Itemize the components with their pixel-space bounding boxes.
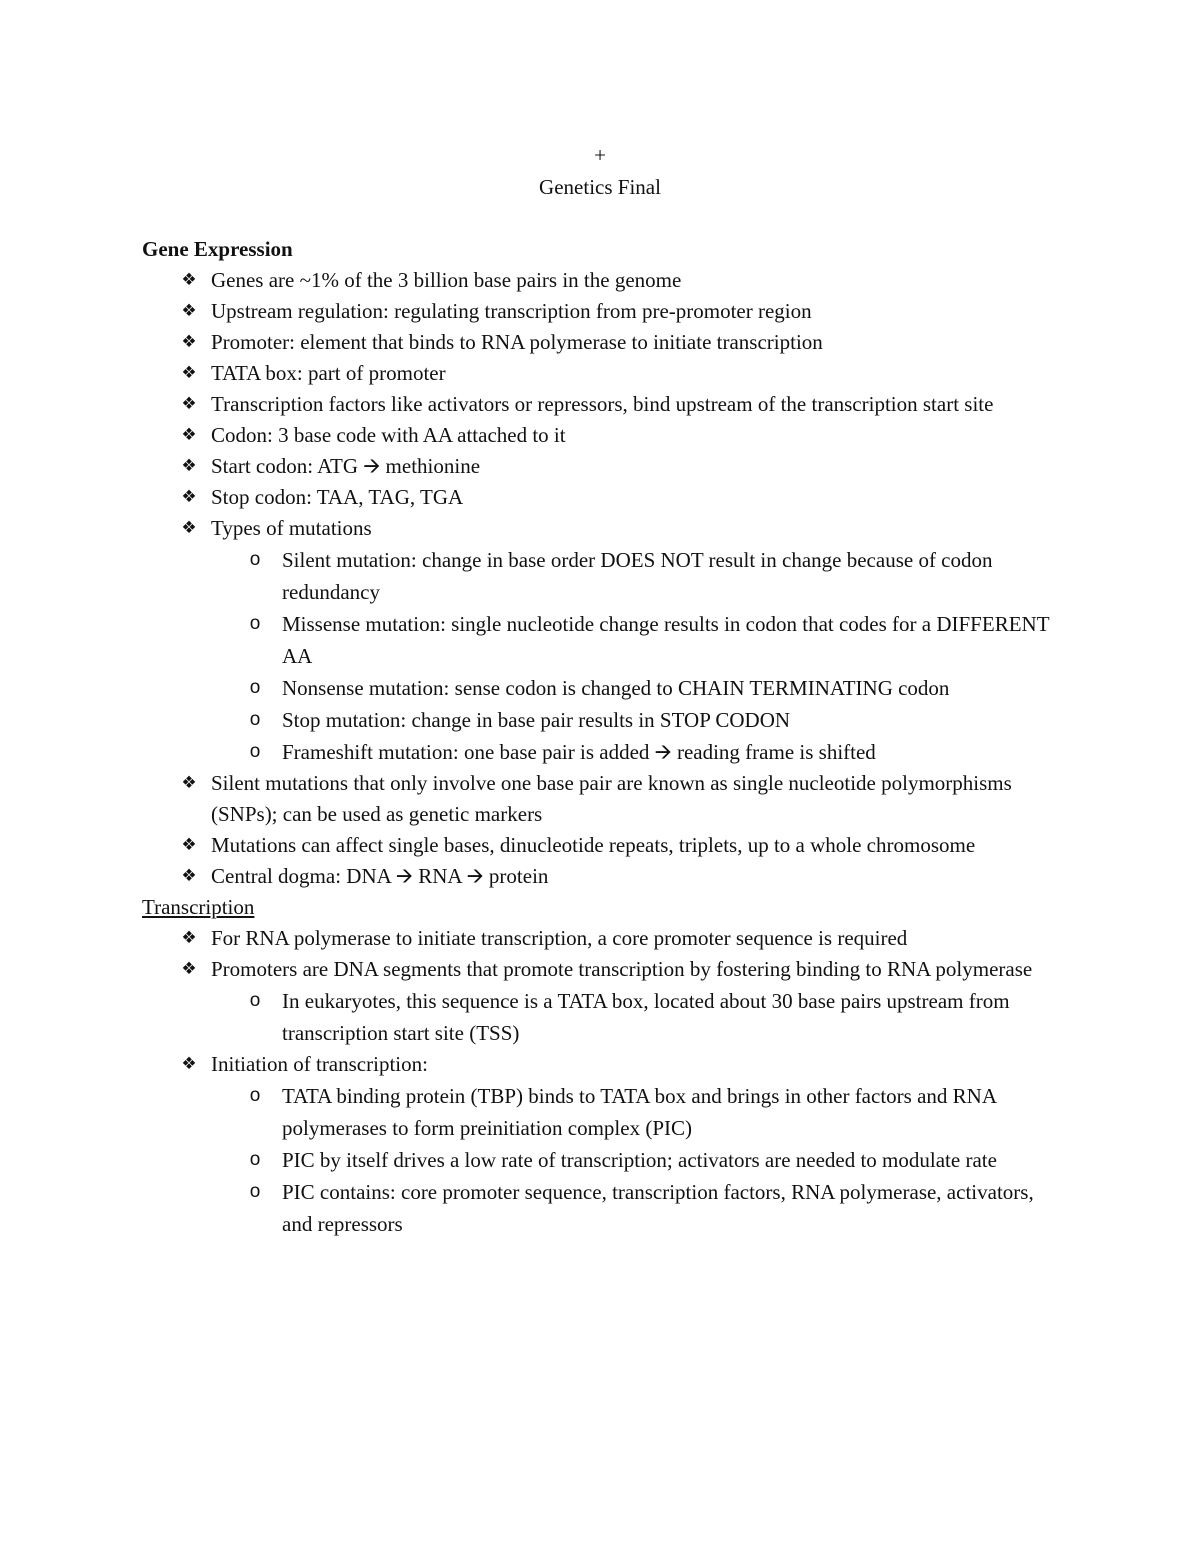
list-item: ❖ Genes are ~1% of the 3 billion base pairs in the genome	[142, 265, 1062, 296]
list-item: ❖ Central dogma: DNA 🡪 RNA 🡪 protein	[142, 861, 1062, 892]
diamond-bullet-icon: ❖	[181, 518, 197, 538]
list-item: ❖ Initiation of transcription: o TATA binding protein (TBP) binds to TATA box and brings in other factors and RNA polymerases to form preinitiation complex (PIC) o PIC by itself drives a low rate of transcription; activators are needed to modulate rate o PIC contains: core promoter sequence, transcription factors, RNA polymerase, activators, and repressors	[142, 1049, 1062, 1240]
diamond-bullet-icon: ❖	[181, 394, 197, 414]
diamond-bullet-icon: ❖	[181, 332, 197, 352]
diamond-bullet-icon: ❖	[181, 773, 197, 793]
sub-list-item: o PIC by itself drives a low rate of transcription; activators are needed to modulate rate	[282, 1144, 1062, 1176]
promoter-sublist	[249, 985, 1062, 1049]
diamond-bullet-icon: ❖	[181, 835, 197, 855]
diamond-bullet-icon: ❖	[181, 270, 197, 290]
diamond-bullet-icon: ❖	[181, 301, 197, 321]
circle-bullet-icon: o	[249, 1085, 261, 1106]
gene-expression-list	[142, 265, 1062, 892]
document-body	[142, 234, 1062, 1240]
circle-bullet-icon: o	[249, 549, 261, 570]
list-item: ❖ Silent mutations that only involve one base pair are known as single nucleotide polymorphisms (SNPs); can be used as genetic markers	[142, 768, 1062, 830]
list-item: ❖ Transcription factors like activators or repressors, bind upstream of the transcription start site	[142, 389, 1062, 420]
circle-bullet-icon: o	[249, 709, 261, 730]
header-plus: +	[594, 143, 606, 167]
sub-list-item: o Missense mutation: single nucleotide change results in codon that codes for a DIFFERENT AA	[282, 608, 1062, 672]
diamond-bullet-icon: ❖	[181, 487, 197, 507]
document-title: Genetics Final	[539, 175, 661, 199]
list-item: ❖ Stop codon: TAA, TAG, TGA	[142, 482, 1062, 513]
list-item: ❖ Types of mutations o Silent mutation: change in base order DOES NOT result in change because of codon redundancy o Missense mutation: single nucleotide change results in codon that codes for a DIFFERENT AA o Nonsense mutation: sense codon is changed to CHAIN TERMINATING codon o Stop mutation: change in base pair results in STOP CODON o Frameshift mutation: one base pair is added 🡪 reading frame is shifted	[142, 513, 1062, 768]
diamond-bullet-icon: ❖	[181, 866, 197, 886]
diamond-bullet-icon: ❖	[181, 425, 197, 445]
diamond-bullet-icon: ❖	[181, 363, 197, 383]
sub-list-item: o Nonsense mutation: sense codon is changed to CHAIN TERMINATING codon	[282, 672, 1062, 704]
circle-bullet-icon: o	[249, 1181, 261, 1202]
circle-bullet-icon: o	[249, 677, 261, 698]
list-item: ❖ Codon: 3 base code with AA attached to it	[142, 420, 1062, 451]
diamond-bullet-icon: ❖	[181, 959, 197, 979]
diamond-bullet-icon: ❖	[181, 928, 197, 948]
sub-list-item: o Stop mutation: change in base pair results in STOP CODON	[282, 704, 1062, 736]
circle-bullet-icon: o	[249, 741, 261, 762]
circle-bullet-icon: o	[249, 1149, 261, 1170]
diamond-bullet-icon: ❖	[181, 456, 197, 476]
list-item: ❖ Start codon: ATG 🡪 methionine	[142, 451, 1062, 482]
list-item: ❖ Promoters are DNA segments that promote transcription by fostering binding to RNA polymerase o In eukaryotes, this sequence is a TATA box, located about 30 base pairs upstream from transcription start site (TSS)	[142, 954, 1062, 1049]
section-heading-gene-expression: Gene Expression	[142, 237, 293, 261]
list-item: ❖ Promoter: element that binds to RNA polymerase to initiate transcription	[142, 327, 1062, 358]
transcription-list	[142, 923, 1062, 1240]
diamond-bullet-icon: ❖	[181, 1054, 197, 1074]
circle-bullet-icon: o	[249, 990, 261, 1011]
initiation-sublist	[249, 1080, 1062, 1240]
section-heading-transcription: Transcription	[142, 895, 255, 919]
sub-list-item: o In eukaryotes, this sequence is a TATA box, located about 30 base pairs upstream from transcription start site (TSS)	[282, 985, 1062, 1049]
list-item: ❖ TATA box: part of promoter	[142, 358, 1062, 389]
list-item: ❖ For RNA polymerase to initiate transcription, a core promoter sequence is required	[142, 923, 1062, 954]
list-item: ❖ Upstream regulation: regulating transcription from pre-promoter region	[142, 296, 1062, 327]
sub-list-item: o Frameshift mutation: one base pair is added 🡪 reading frame is shifted	[282, 736, 1062, 768]
sub-list-item: o PIC contains: core promoter sequence, transcription factors, RNA polymerase, activators, and repressors	[282, 1176, 1062, 1240]
mutation-types-sublist	[249, 544, 1062, 768]
list-item: ❖ Mutations can affect single bases, dinucleotide repeats, triplets, up to a whole chromosome	[142, 830, 1062, 861]
sub-list-item: o TATA binding protein (TBP) binds to TATA box and brings in other factors and RNA polymerases to form preinitiation complex (PIC)	[282, 1080, 1062, 1144]
circle-bullet-icon: o	[249, 613, 261, 634]
sub-list-item: o Silent mutation: change in base order DOES NOT result in change because of codon redundancy	[282, 544, 1062, 608]
